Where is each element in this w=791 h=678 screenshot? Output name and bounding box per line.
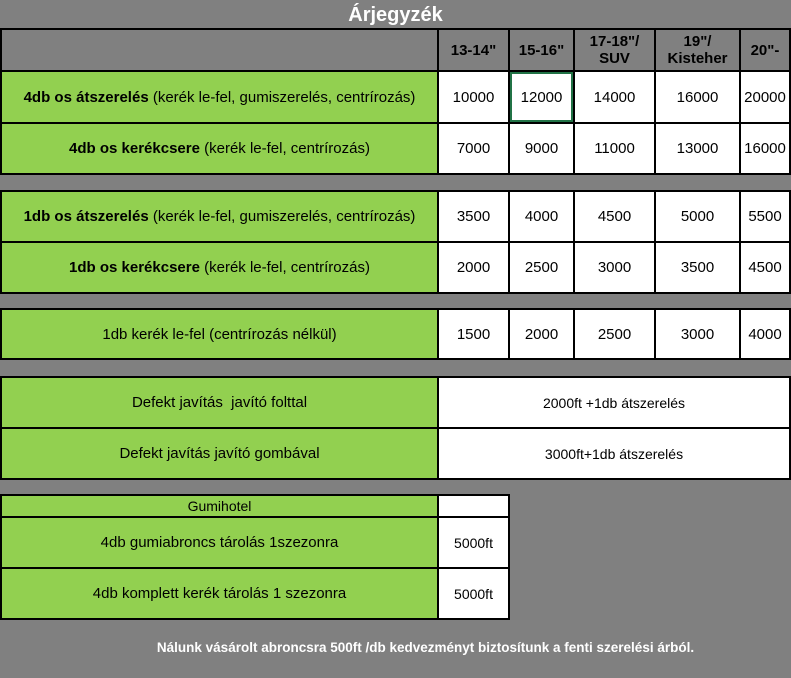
- price-table-wheel: [0, 308, 791, 360]
- defekt-row: [1, 428, 790, 479]
- service-label-cell[interactable]: 1db kerék le-fel (centrírozás nélkül): [1, 309, 438, 359]
- price-cell[interactable]: 20000: [740, 71, 790, 123]
- discount-note: Nálunk vásárolt abroncsra 500ft /db kedvezményt biztosítunk a fenti szerelési árból.: [156, 640, 695, 655]
- size-header-cell[interactable]: 17-18"/ SUV: [574, 29, 655, 71]
- service-name: 1db os átszerelés: [23, 208, 149, 225]
- gumihotel-row: [1, 517, 509, 568]
- gumihotel-price-cell[interactable]: 5000ft: [438, 568, 509, 619]
- defekt-table: [0, 376, 791, 480]
- price-cell[interactable]: 2000: [438, 242, 509, 293]
- price-cell[interactable]: 16000: [655, 71, 740, 123]
- service-details: (kerék le-fel, centrírozás): [199, 140, 370, 157]
- price-cell[interactable]: 11000: [574, 123, 655, 174]
- service-row: [1, 123, 790, 174]
- gumihotel-title-row: [1, 495, 509, 517]
- gumihotel-row: [1, 568, 509, 619]
- service-label-cell[interactable]: [1, 71, 438, 123]
- price-cell[interactable]: 4500: [740, 242, 790, 293]
- service-details: (kerék le-fel, gumiszerelés, centrírozás): [148, 208, 416, 225]
- service-details: (kerék le-fel, gumiszerelés, centrírozás): [148, 88, 416, 106]
- gumihotel-label-cell[interactable]: 4db komplett kerék tárolás 1 szezonra: [1, 568, 438, 619]
- defekt-price-cell[interactable]: 3000ft+1db átszerelés: [438, 428, 790, 479]
- price-cell[interactable]: 3500: [655, 242, 740, 293]
- service-label-cell[interactable]: [1, 242, 438, 293]
- service-name: 4db os kerékcsere: [69, 140, 200, 157]
- price-cell[interactable]: 7000: [438, 123, 509, 174]
- price-cell[interactable]: 14000: [574, 71, 655, 123]
- gumihotel-title[interactable]: Gumihotel: [1, 495, 438, 517]
- price-cell[interactable]: 5000: [655, 191, 740, 242]
- service-label-cell[interactable]: [1, 191, 438, 242]
- size-header-cell[interactable]: 13-14": [438, 29, 509, 71]
- size-header-cell[interactable]: 19"/ Kisteher: [655, 29, 740, 71]
- service-row: [1, 242, 790, 293]
- price-cell[interactable]: 4500: [574, 191, 655, 242]
- sheet-title: Árjegyzék: [348, 4, 443, 26]
- price-table-4db: [0, 28, 791, 175]
- price-cell[interactable]: 2000: [509, 309, 574, 359]
- selected-price-cell[interactable]: 12000: [509, 71, 574, 123]
- gumihotel-table: [0, 494, 510, 620]
- service-label-cell[interactable]: [1, 123, 438, 174]
- price-cell[interactable]: 9000: [509, 123, 574, 174]
- price-cell[interactable]: 16000: [740, 123, 790, 174]
- service-row: [1, 309, 790, 359]
- price-cell[interactable]: 2500: [509, 242, 574, 293]
- price-cell[interactable]: 4000: [740, 309, 790, 359]
- defekt-price-cell[interactable]: 2000ft +1db átszerelés: [438, 377, 790, 428]
- service-row: [1, 191, 790, 242]
- size-header-row: [1, 29, 790, 71]
- price-cell[interactable]: 1500: [438, 309, 509, 359]
- defekt-label-cell[interactable]: Defekt javítás javító folttal: [1, 377, 438, 428]
- price-table-1db: [0, 190, 791, 294]
- price-cell[interactable]: 4000: [509, 191, 574, 242]
- header-blank-cell[interactable]: [1, 29, 438, 71]
- price-cell[interactable]: 5500: [740, 191, 790, 242]
- price-cell[interactable]: 13000: [655, 123, 740, 174]
- service-row: [1, 71, 790, 123]
- price-cell[interactable]: 10000: [438, 71, 509, 123]
- size-header-cell[interactable]: 15-16": [509, 29, 574, 71]
- service-details: (kerék le-fel, centrírozás): [199, 259, 370, 276]
- gumihotel-label-cell[interactable]: 4db gumiabroncs tárolás 1szezonra: [1, 517, 438, 568]
- service-name: 1db os kerékcsere: [69, 259, 200, 276]
- price-cell[interactable]: 3500: [438, 191, 509, 242]
- gumihotel-title-blank-cell[interactable]: [438, 495, 509, 517]
- price-cell[interactable]: 2500: [574, 309, 655, 359]
- service-name: 4db os átszerelés: [23, 88, 149, 106]
- size-header-cell[interactable]: 20"-: [740, 29, 790, 71]
- gumihotel-price-cell[interactable]: 5000ft: [438, 517, 509, 568]
- price-cell[interactable]: 3000: [574, 242, 655, 293]
- defekt-label-cell[interactable]: Defekt javítás javító gombával: [1, 428, 438, 479]
- price-cell[interactable]: 3000: [655, 309, 740, 359]
- defekt-row: [1, 377, 790, 428]
